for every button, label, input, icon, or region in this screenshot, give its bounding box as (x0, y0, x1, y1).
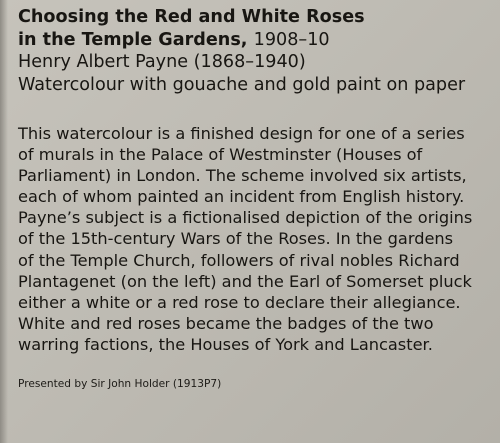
description-line: White and red roses became the badges of the two (18, 313, 434, 333)
label-header (18, 6, 488, 96)
artwork-title-line-2: in the Temple Gardens, (18, 29, 248, 50)
description-line: Payne’s subject is a fictionalised depiction of the origins (18, 208, 473, 228)
label-edge-shadow (0, 0, 8, 443)
acquisition-credit: Presented by Sir John Holder (1913P7) (18, 378, 222, 390)
artist-name: Henry Albert Payne (1868–1940) (18, 52, 306, 72)
artwork-date: 1908–10 (253, 29, 330, 50)
description-line: of the 15th-century Wars of the Roses. In the gardens (18, 229, 454, 249)
description-line: each of whom painted an incident from English history. (18, 187, 465, 207)
label-description (18, 123, 492, 355)
description-line: Plantagenet (on the left) and the Earl of Somerset pluck (18, 271, 472, 291)
description-line: of the Temple Church, followers of rival nobles Richard (18, 250, 460, 270)
description-line: This watercolour is a finished design for one of a series (18, 124, 465, 143)
description-line: warring factions, the Houses of York and Lancaster. (18, 334, 433, 354)
description-line: of murals in the Palace of Westminster (Houses of (18, 145, 423, 165)
artwork-title (18, 6, 488, 51)
artwork-title-line-1: Choosing the Red and White Roses (18, 7, 365, 27)
description-line: either a white or a red rose to declare their allegiance. (18, 292, 461, 312)
artwork-medium: Watercolour with gouache and gold paint on paper (18, 74, 466, 95)
description-line: Parliament) in London. The scheme involved six artists, (18, 166, 467, 186)
